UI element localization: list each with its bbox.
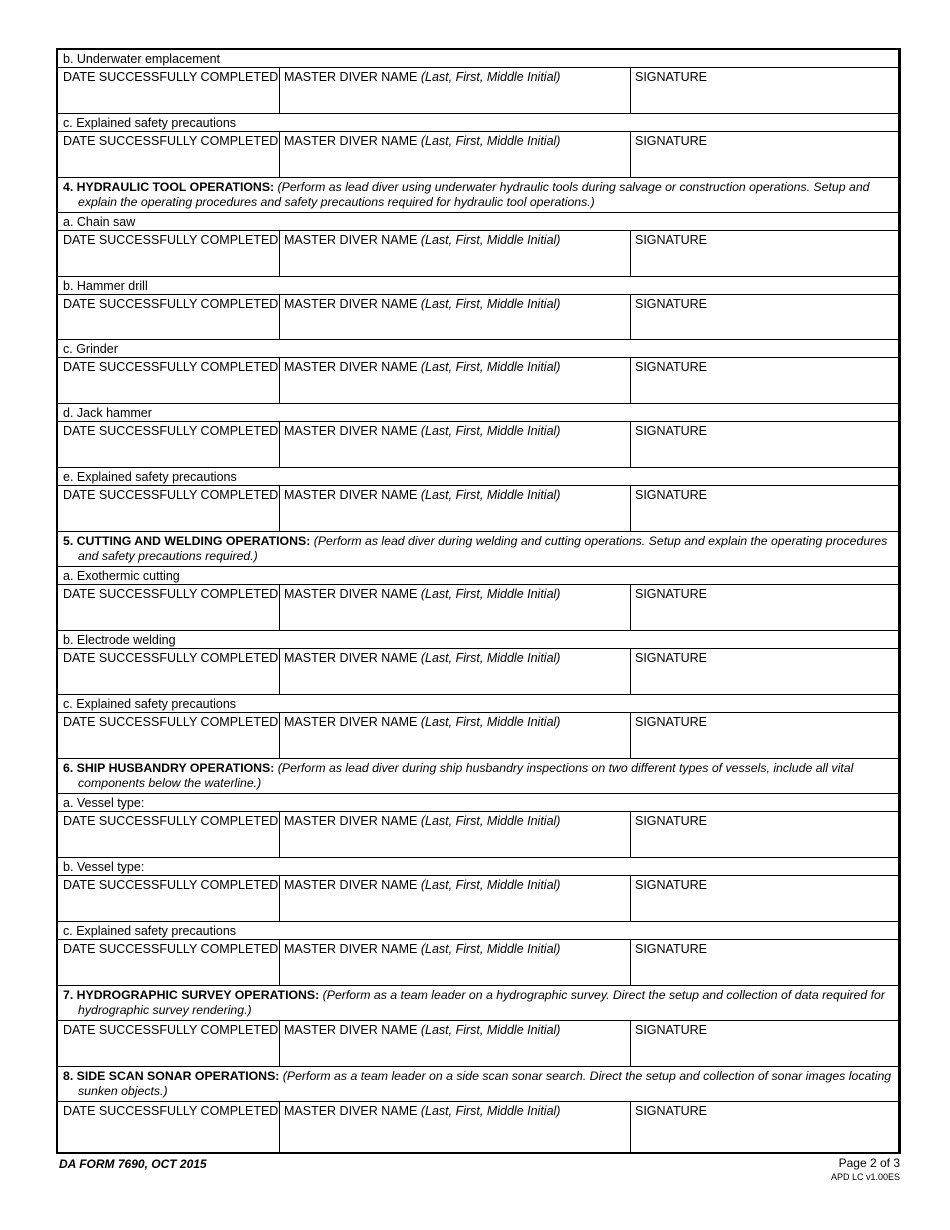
name-hint: (Last, First, Middle Initial) <box>420 814 561 828</box>
master-diver-name-field[interactable] <box>280 812 631 857</box>
signoff-row <box>58 812 898 858</box>
item-exothermic-cutting: a. Exothermic cutting <box>58 567 898 585</box>
name-hint: (Last, First, Middle Initial) <box>420 70 561 84</box>
master-diver-name-field[interactable] <box>280 1102 631 1152</box>
section-hydraulic-tool-operations <box>58 178 898 213</box>
master-diver-name-field[interactable] <box>280 231 631 276</box>
name-hint: (Last, First, Middle Initial) <box>420 878 561 892</box>
name-hint: (Last, First, Middle Initial) <box>420 587 561 601</box>
name-hint: (Last, First, Middle Initial) <box>420 651 561 665</box>
master-diver-name-field[interactable] <box>280 358 631 403</box>
name-label: MASTER DIVER NAME <box>284 360 418 374</box>
date-completed-field[interactable]: DATE SUCCESSFULLY COMPLETED <box>58 422 280 467</box>
item-safety-precautions: e. Explained safety precautions <box>58 468 898 486</box>
item-safety-precautions: c. Explained safety precautions <box>58 695 898 713</box>
master-diver-name-field[interactable] <box>280 68 631 113</box>
master-diver-name-field[interactable] <box>280 649 631 694</box>
name-label: MASTER DIVER NAME <box>284 1023 418 1037</box>
section-title: 5. CUTTING AND WELDING OPERATIONS: <box>63 534 311 548</box>
name-label: MASTER DIVER NAME <box>284 878 418 892</box>
date-completed-field[interactable]: DATE SUCCESSFULLY COMPLETED <box>58 812 280 857</box>
section-description: (Perform as lead diver during ship husbandry inspections on two different types of vessels, include all vital components below the waterline.) <box>78 761 854 790</box>
form-number: DA FORM 7690, OCT 2015 <box>59 1157 207 1171</box>
signoff-row <box>58 422 898 468</box>
section-title: 6. SHIP HUSBANDRY OPERATIONS: <box>63 761 275 775</box>
signoff-row <box>58 231 898 277</box>
signature-field[interactable]: SIGNATURE <box>635 488 707 502</box>
master-diver-name-field[interactable] <box>280 585 631 630</box>
section-title: 8. SIDE SCAN SONAR OPERATIONS: <box>63 1069 280 1083</box>
signoff-row <box>58 649 898 695</box>
name-hint: (Last, First, Middle Initial) <box>420 360 561 374</box>
date-completed-field[interactable]: DATE SUCCESSFULLY COMPLETED <box>58 585 280 630</box>
name-label: MASTER DIVER NAME <box>284 942 418 956</box>
item-vessel-type: b. Vessel type: <box>58 858 898 876</box>
master-diver-name-field[interactable] <box>280 486 631 531</box>
master-diver-name-field[interactable] <box>280 713 631 758</box>
signoff-row <box>58 132 898 178</box>
item-safety-precautions: c. Explained safety precautions <box>58 922 898 940</box>
item-jack-hammer: d. Jack hammer <box>58 404 898 422</box>
date-completed-field[interactable]: DATE SUCCESSFULLY COMPLETED <box>58 132 280 177</box>
signoff-row <box>58 876 898 922</box>
signature-field[interactable]: SIGNATURE <box>635 1023 707 1037</box>
name-label: MASTER DIVER NAME <box>284 814 418 828</box>
section-description: (Perform as a team leader on a hydrographic survey. Direct the setup and collection of data required for hydrographic survey rendering.) <box>78 988 885 1017</box>
signature-field[interactable]: SIGNATURE <box>635 715 707 729</box>
name-label: MASTER DIVER NAME <box>284 424 418 438</box>
name-hint: (Last, First, Middle Initial) <box>420 1104 561 1118</box>
master-diver-name-field[interactable] <box>280 295 631 339</box>
section-description: (Perform as lead diver during welding and cutting operations. Setup and explain the operating procedures and safety precautions required.) <box>78 534 888 563</box>
section-description: (Perform as a team leader on a side scan sonar search. Direct the setup and collection of sonar images locating sunken objects.) <box>78 1069 892 1098</box>
name-label: MASTER DIVER NAME <box>284 297 418 311</box>
master-diver-name-field[interactable] <box>280 132 631 177</box>
master-diver-name-field[interactable] <box>280 876 631 921</box>
name-hint: (Last, First, Middle Initial) <box>420 424 561 438</box>
signature-field[interactable]: SIGNATURE <box>635 651 707 665</box>
master-diver-name-field[interactable] <box>280 422 631 467</box>
form-table <box>56 48 901 1154</box>
signature-field[interactable]: SIGNATURE <box>635 814 707 828</box>
signature-field[interactable]: SIGNATURE <box>635 587 707 601</box>
signature-field[interactable]: SIGNATURE <box>635 134 707 148</box>
date-completed-field[interactable]: DATE SUCCESSFULLY COMPLETED <box>58 358 280 403</box>
name-hint: (Last, First, Middle Initial) <box>420 488 561 502</box>
signoff-row <box>58 295 898 340</box>
name-hint: (Last, First, Middle Initial) <box>420 134 561 148</box>
section-hydrographic-survey-operations <box>58 986 898 1021</box>
item-chain-saw: a. Chain saw <box>58 213 898 231</box>
signoff-row <box>58 358 898 404</box>
date-completed-field[interactable]: DATE SUCCESSFULLY COMPLETED <box>58 1021 280 1066</box>
signature-field[interactable]: SIGNATURE <box>635 942 707 956</box>
date-completed-field[interactable]: DATE SUCCESSFULLY COMPLETED <box>58 940 280 985</box>
item-grinder: c. Grinder <box>58 340 898 358</box>
date-completed-field[interactable]: DATE SUCCESSFULLY COMPLETED <box>58 876 280 921</box>
item-electrode-welding: b. Electrode welding <box>58 631 898 649</box>
signoff-row <box>58 585 898 631</box>
master-diver-name-field[interactable] <box>280 940 631 985</box>
signoff-row <box>58 68 898 114</box>
signoff-row <box>58 1021 898 1067</box>
signature-field[interactable]: SIGNATURE <box>635 70 707 84</box>
item-hammer-drill: b. Hammer drill <box>58 277 898 295</box>
date-completed-field[interactable]: DATE SUCCESSFULLY COMPLETED <box>58 68 280 113</box>
name-label: MASTER DIVER NAME <box>284 488 418 502</box>
item-vessel-type: a. Vessel type: <box>58 794 898 812</box>
master-diver-name-field[interactable] <box>280 1021 631 1066</box>
signature-field[interactable]: SIGNATURE <box>635 1104 707 1118</box>
name-hint: (Last, First, Middle Initial) <box>420 233 561 247</box>
date-completed-field[interactable]: DATE SUCCESSFULLY COMPLETED <box>58 1102 280 1152</box>
name-label: MASTER DIVER NAME <box>284 715 418 729</box>
date-completed-field[interactable]: DATE SUCCESSFULLY COMPLETED <box>58 486 280 531</box>
page-number: Page 2 of 3 <box>838 1156 900 1170</box>
section-description: (Perform as lead diver using underwater hydraulic tools during salvage or construction operations. Setup and explain the operating procedures and safety precautions required for hydraulic tool operations.) <box>78 180 870 209</box>
name-label: MASTER DIVER NAME <box>284 651 418 665</box>
signoff-row <box>58 1102 898 1152</box>
signature-field[interactable]: SIGNATURE <box>635 424 707 438</box>
date-completed-field[interactable]: DATE SUCCESSFULLY COMPLETED <box>58 231 280 276</box>
signature-field[interactable]: SIGNATURE <box>635 297 707 311</box>
name-hint: (Last, First, Middle Initial) <box>420 297 561 311</box>
section-cutting-welding-operations <box>58 532 898 567</box>
section-title: 7. HYDROGRAPHIC SURVEY OPERATIONS: <box>63 988 320 1002</box>
name-hint: (Last, First, Middle Initial) <box>420 715 561 729</box>
signoff-row <box>58 486 898 532</box>
signoff-row <box>58 713 898 759</box>
item-safety-precautions: c. Explained safety precautions <box>58 114 898 132</box>
signature-field[interactable]: SIGNATURE <box>635 360 707 374</box>
date-completed-field[interactable]: DATE SUCCESSFULLY COMPLETED <box>58 649 280 694</box>
section-side-scan-sonar-operations <box>58 1067 898 1102</box>
section-title: 4. HYDRAULIC TOOL OPERATIONS: <box>63 180 275 194</box>
date-completed-field[interactable]: DATE SUCCESSFULLY COMPLETED <box>58 713 280 758</box>
item-underwater-emplacement: b. Underwater emplacement <box>58 50 898 68</box>
signature-field[interactable]: SIGNATURE <box>635 878 707 892</box>
signoff-row <box>58 940 898 986</box>
date-completed-field[interactable]: DATE SUCCESSFULLY COMPLETED <box>58 295 280 339</box>
version-label: APD LC v1.00ES <box>830 1172 900 1182</box>
name-label: MASTER DIVER NAME <box>284 70 418 84</box>
name-hint: (Last, First, Middle Initial) <box>420 942 561 956</box>
name-label: MASTER DIVER NAME <box>284 233 418 247</box>
name-hint: (Last, First, Middle Initial) <box>420 1023 561 1037</box>
name-label: MASTER DIVER NAME <box>284 1104 418 1118</box>
section-ship-husbandry-operations <box>58 759 898 794</box>
name-label: MASTER DIVER NAME <box>284 587 418 601</box>
name-label: MASTER DIVER NAME <box>284 134 418 148</box>
signature-field[interactable]: SIGNATURE <box>635 233 707 247</box>
